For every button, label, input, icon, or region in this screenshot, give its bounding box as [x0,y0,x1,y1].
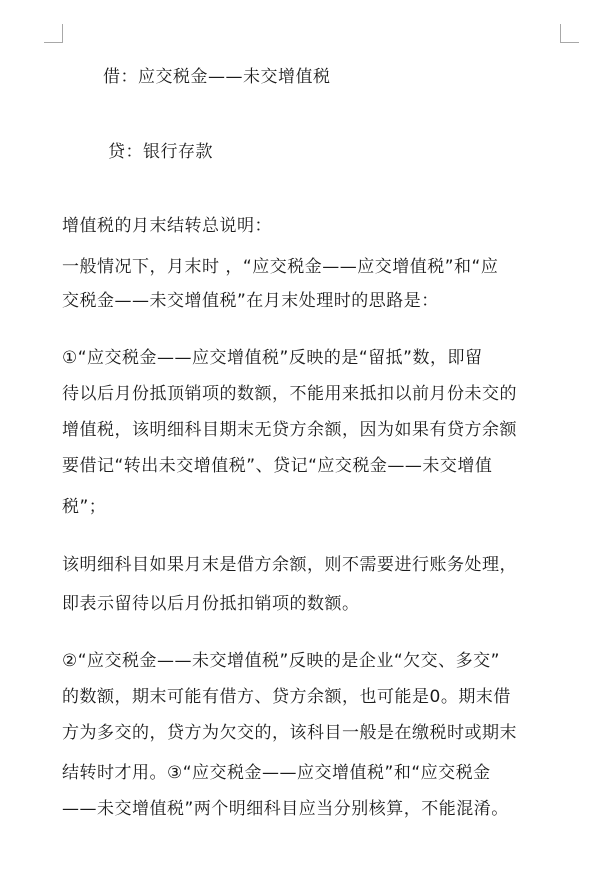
point1-line: ①“应交税金——应交增值税”反映的是“留抵”数，即留 [62,348,483,368]
point2-line: 方为多交的，贷方为欠交的，该科目一般是在缴税时或期末 [62,723,517,743]
point1-line: 增值税，该明细科目期末无贷方余额，因为如果有贷方余额 [62,420,517,440]
point1-note-line: 即表示留待以后月份抵扣销项的数额。 [62,594,360,614]
point1-line: 待以后月份抵顶销项的数额，不能用来抵扣以前月份未交的 [62,384,517,404]
point1-line: 要借记“转出未交增值税”、贷记“应交税金——未交增值 [62,456,493,476]
intro-line: 交税金——未交增值税”在月末处理时的思路是： [62,291,439,311]
point2-line: 的数额，期末可能有借方、贷方余额，也可能是0。期末借 [62,687,511,707]
page-corner-top-left [44,24,63,43]
point1-note-line: 该明细科目如果月末是借方余额，则不需要进行账务处理， [62,555,517,575]
journal-entry-credit: 贷：银行存款 [108,142,213,162]
point2-line: 结转时才用。③“应交税金——应交增值税”和“应交税金 [62,763,491,783]
journal-entry-debit: 借：应交税金——未交增值税 [103,67,331,87]
point1-line: 税”； [62,497,107,517]
page-corner-top-right [560,24,579,43]
intro-line: 一般情况下，月末时 ，“应交税金——应交增值税”和“应 [62,257,499,277]
point2-line: ——未交增值税”两个明细科目应当分别核算，不能混淆。 [62,799,509,819]
section-title: 增值税的月末结转总说明： [62,216,272,236]
point2-line: ②“应交税金——未交增值税”反映的是企业“欠交、多交” [62,651,500,671]
